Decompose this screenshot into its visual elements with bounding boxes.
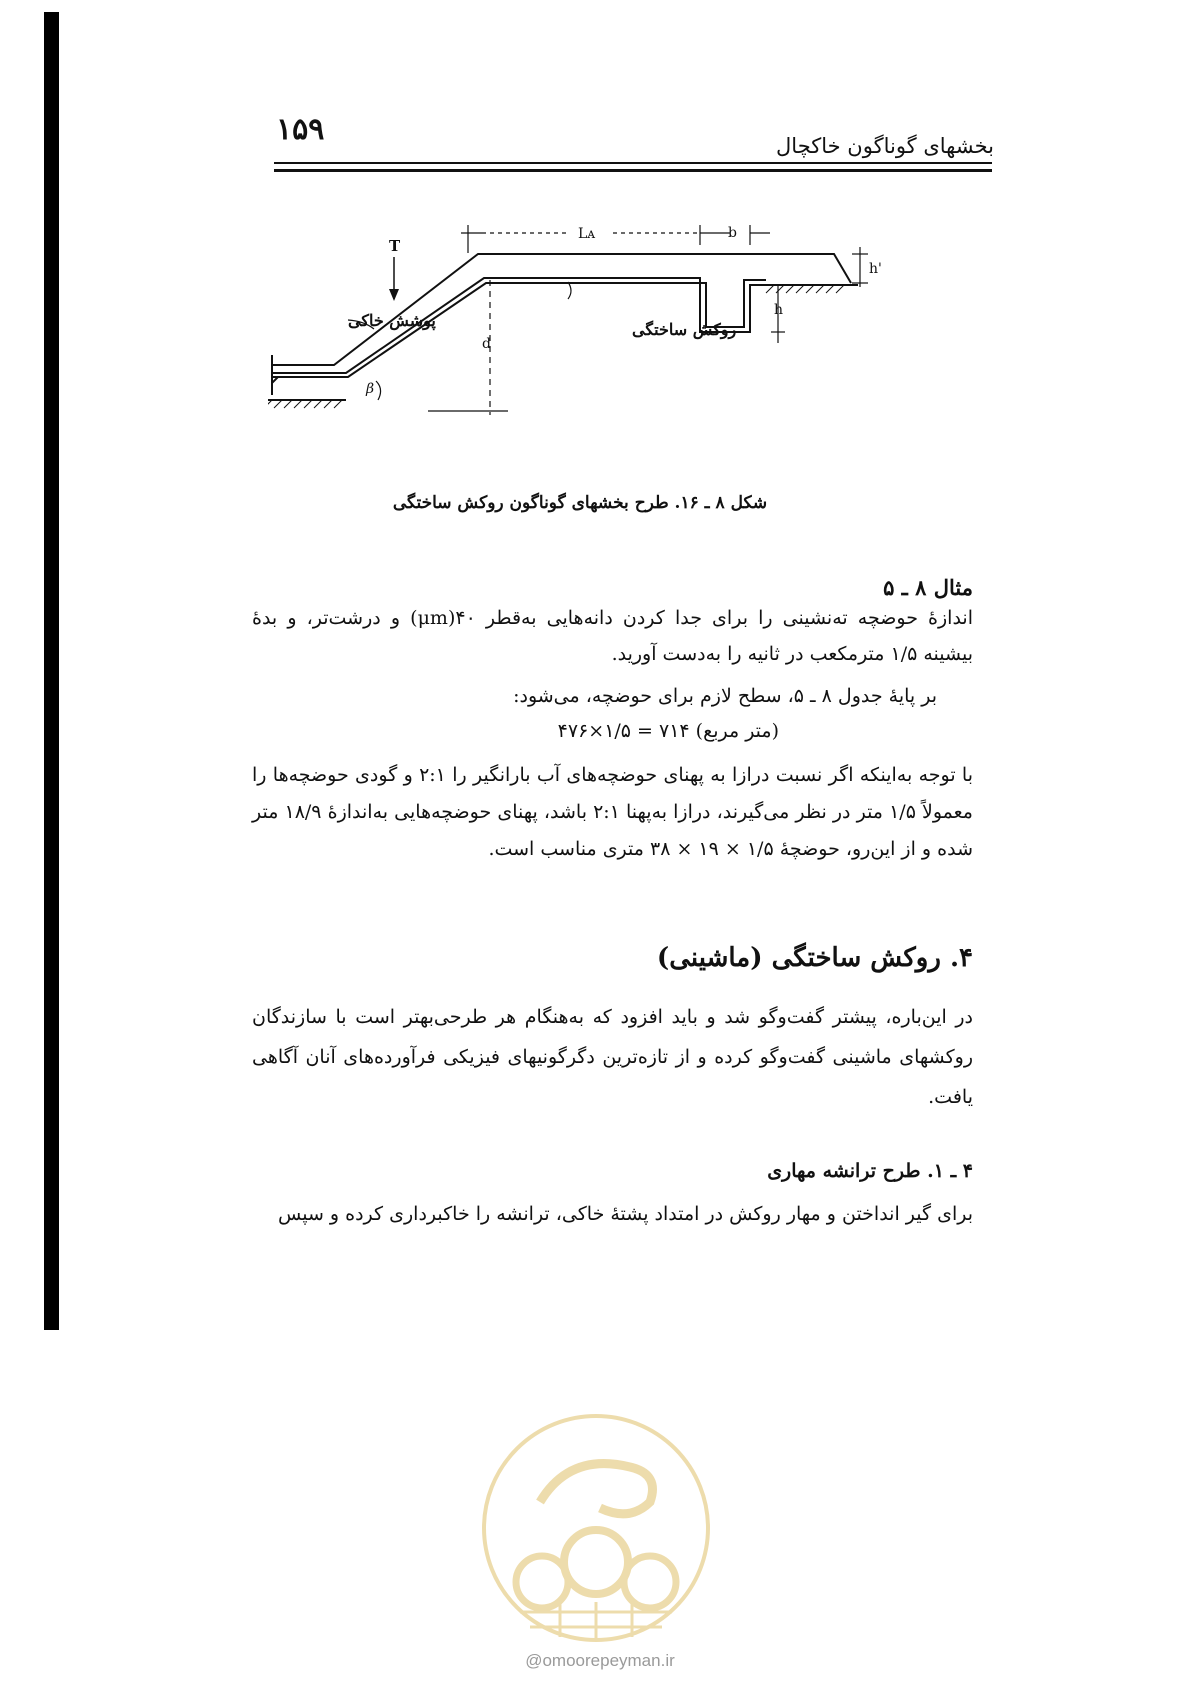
dim-d [428,280,508,415]
label-synthetic-liner: روکش ساختگی [632,320,737,339]
running-head: بخشهای گوناگون خاکچال [776,134,994,158]
header-rule [274,162,992,164]
scan-binding-edge [44,12,59,1330]
gear-icon-center [564,1530,628,1594]
watermark-site: @omoorepeyman.ir [525,1651,675,1670]
soil-cover-line [272,254,851,365]
section-4-paragraph: در این‌باره، پیشتر گفت‌وگو شد و باید افزود که به‌هنگام هر طرحی‌بهتر است با سازندگان روکشهای ماشینی گفت‌وگو کرده و از تازه‌ترین دگرگونیهای فیزیکی فرآورده‌های آنان آگاهی یافت. [252,1006,973,1108]
watermark-script [540,1464,653,1514]
label-La: Lᴀ [578,226,596,242]
dim-h-prime [852,247,868,287]
page-number: ۱۵۹ [276,112,325,147]
label-beta: β [366,381,375,397]
watermark-logo [480,1412,712,1644]
liner-leader [568,282,571,299]
liner-section-figure [268,225,968,455]
header-rule-thick [274,169,992,172]
label-T: T [389,237,401,255]
label-h-prime: h' [869,261,882,277]
section-4-1-heading: ۴ ـ ۱. طرح ترانشه مهاری [767,1160,973,1182]
example-equation: (متر مربع) ۷۱۴ = ۱/۵×۴۷۶ [557,720,779,742]
example-paragraph-1: اندازهٔ حوضچه ته‌نشینی را برای جدا کردن دانه‌هایی به‌قطر ۴۰(μm) و درشت‌تر، و بدهٔ بیشینه ۱/۵ مترمکعب در ثانیه را به‌دست آورید. [252,607,973,665]
ground-left-hatch [268,400,342,408]
gear-icon-right [624,1556,676,1608]
label-soil-cover: پوشش خاکی [348,311,436,330]
example-title: مثال ۸ ـ ۵ [883,575,973,600]
figure-caption: شکل ۸ ـ ۱۶. طرح بخشهای گوناگون روکش ساختگی [392,493,768,513]
label-b: b [728,225,737,241]
beta-arc [376,381,381,400]
break-marker [272,355,278,395]
label-d: d [482,336,491,352]
load-arrowhead [389,289,399,301]
label-h: h [774,302,784,318]
example-line-2: بر پایهٔ جدول ۸ ـ ۵، سطح لازم برای حوضچه، می‌شود: [513,685,937,707]
example-paragraph-3: با توجه به‌اینکه اگر نسبت درازا به پهنای حوضچه‌های آب بارانگیر را ۲:۱ و گودی حوضچه‌ها را معمولاً ۱/۵ متر در نظر می‌گیرند، درازا به‌پهنا ۲:۱ باشد، پهنای حوضچه‌هایی به‌اندازهٔ ۱۸/۹ متر شده و از این‌رو، حوضچهٔ ۱/۵ × ۱۹ × ۳۸ متری مناسب است. [252,764,974,860]
section-4-heading: ۴. روکش ساختگی (ماشینی) [656,943,973,973]
section-4-1-paragraph: برای گیر انداختن و مهار روکش در امتداد پشتهٔ خاکی، ترانشه را خاکبرداری کرده و سپس [278,1203,973,1225]
